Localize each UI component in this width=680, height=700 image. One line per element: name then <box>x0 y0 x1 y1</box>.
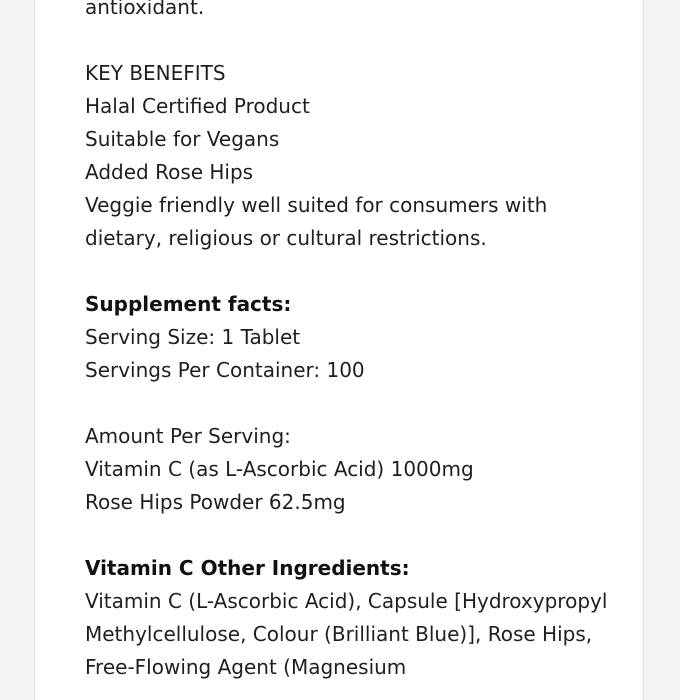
amount-item: Vitamin C (as L-Ascorbic Acid) 1000mg <box>85 457 474 481</box>
spacer <box>85 387 613 420</box>
other-ingredients-text: Vitamin C (L-Ascorbic Acid), Capsule [Hydroxypropyl Methylcellulose, Colour (Brilliant Blue)], Rose Hips, Free-Flowing Agent (Magnesium <box>85 589 608 679</box>
benefit-item: Halal Certified Product <box>85 94 310 118</box>
intro-tail: antioxidant. <box>85 0 205 19</box>
spacer <box>85 24 613 57</box>
amount-per-serving-heading: Amount Per Serving: <box>85 424 291 448</box>
benefit-item: Suitable for Vegans <box>85 127 280 151</box>
other-ingredients-heading: Vitamin C Other Ingredients: <box>85 556 410 580</box>
spacer <box>85 519 613 552</box>
key-benefits-heading: KEY BENEFITS <box>85 61 226 85</box>
serving-size: Serving Size: 1 Tablet <box>85 325 301 349</box>
benefit-item: Added Rose Hips <box>85 160 254 184</box>
benefit-item: Veggie friendly well suited for consumers with dietary, religious or cultural restrictions. <box>85 193 548 250</box>
spacer <box>85 255 613 288</box>
product-description-text <box>85 0 613 684</box>
supplement-facts-heading: Supplement facts: <box>85 292 292 316</box>
amount-item: Rose Hips Powder 62.5mg <box>85 490 346 514</box>
product-description-card <box>34 0 644 700</box>
servings-per-container: Servings Per Container: 100 <box>85 358 365 382</box>
